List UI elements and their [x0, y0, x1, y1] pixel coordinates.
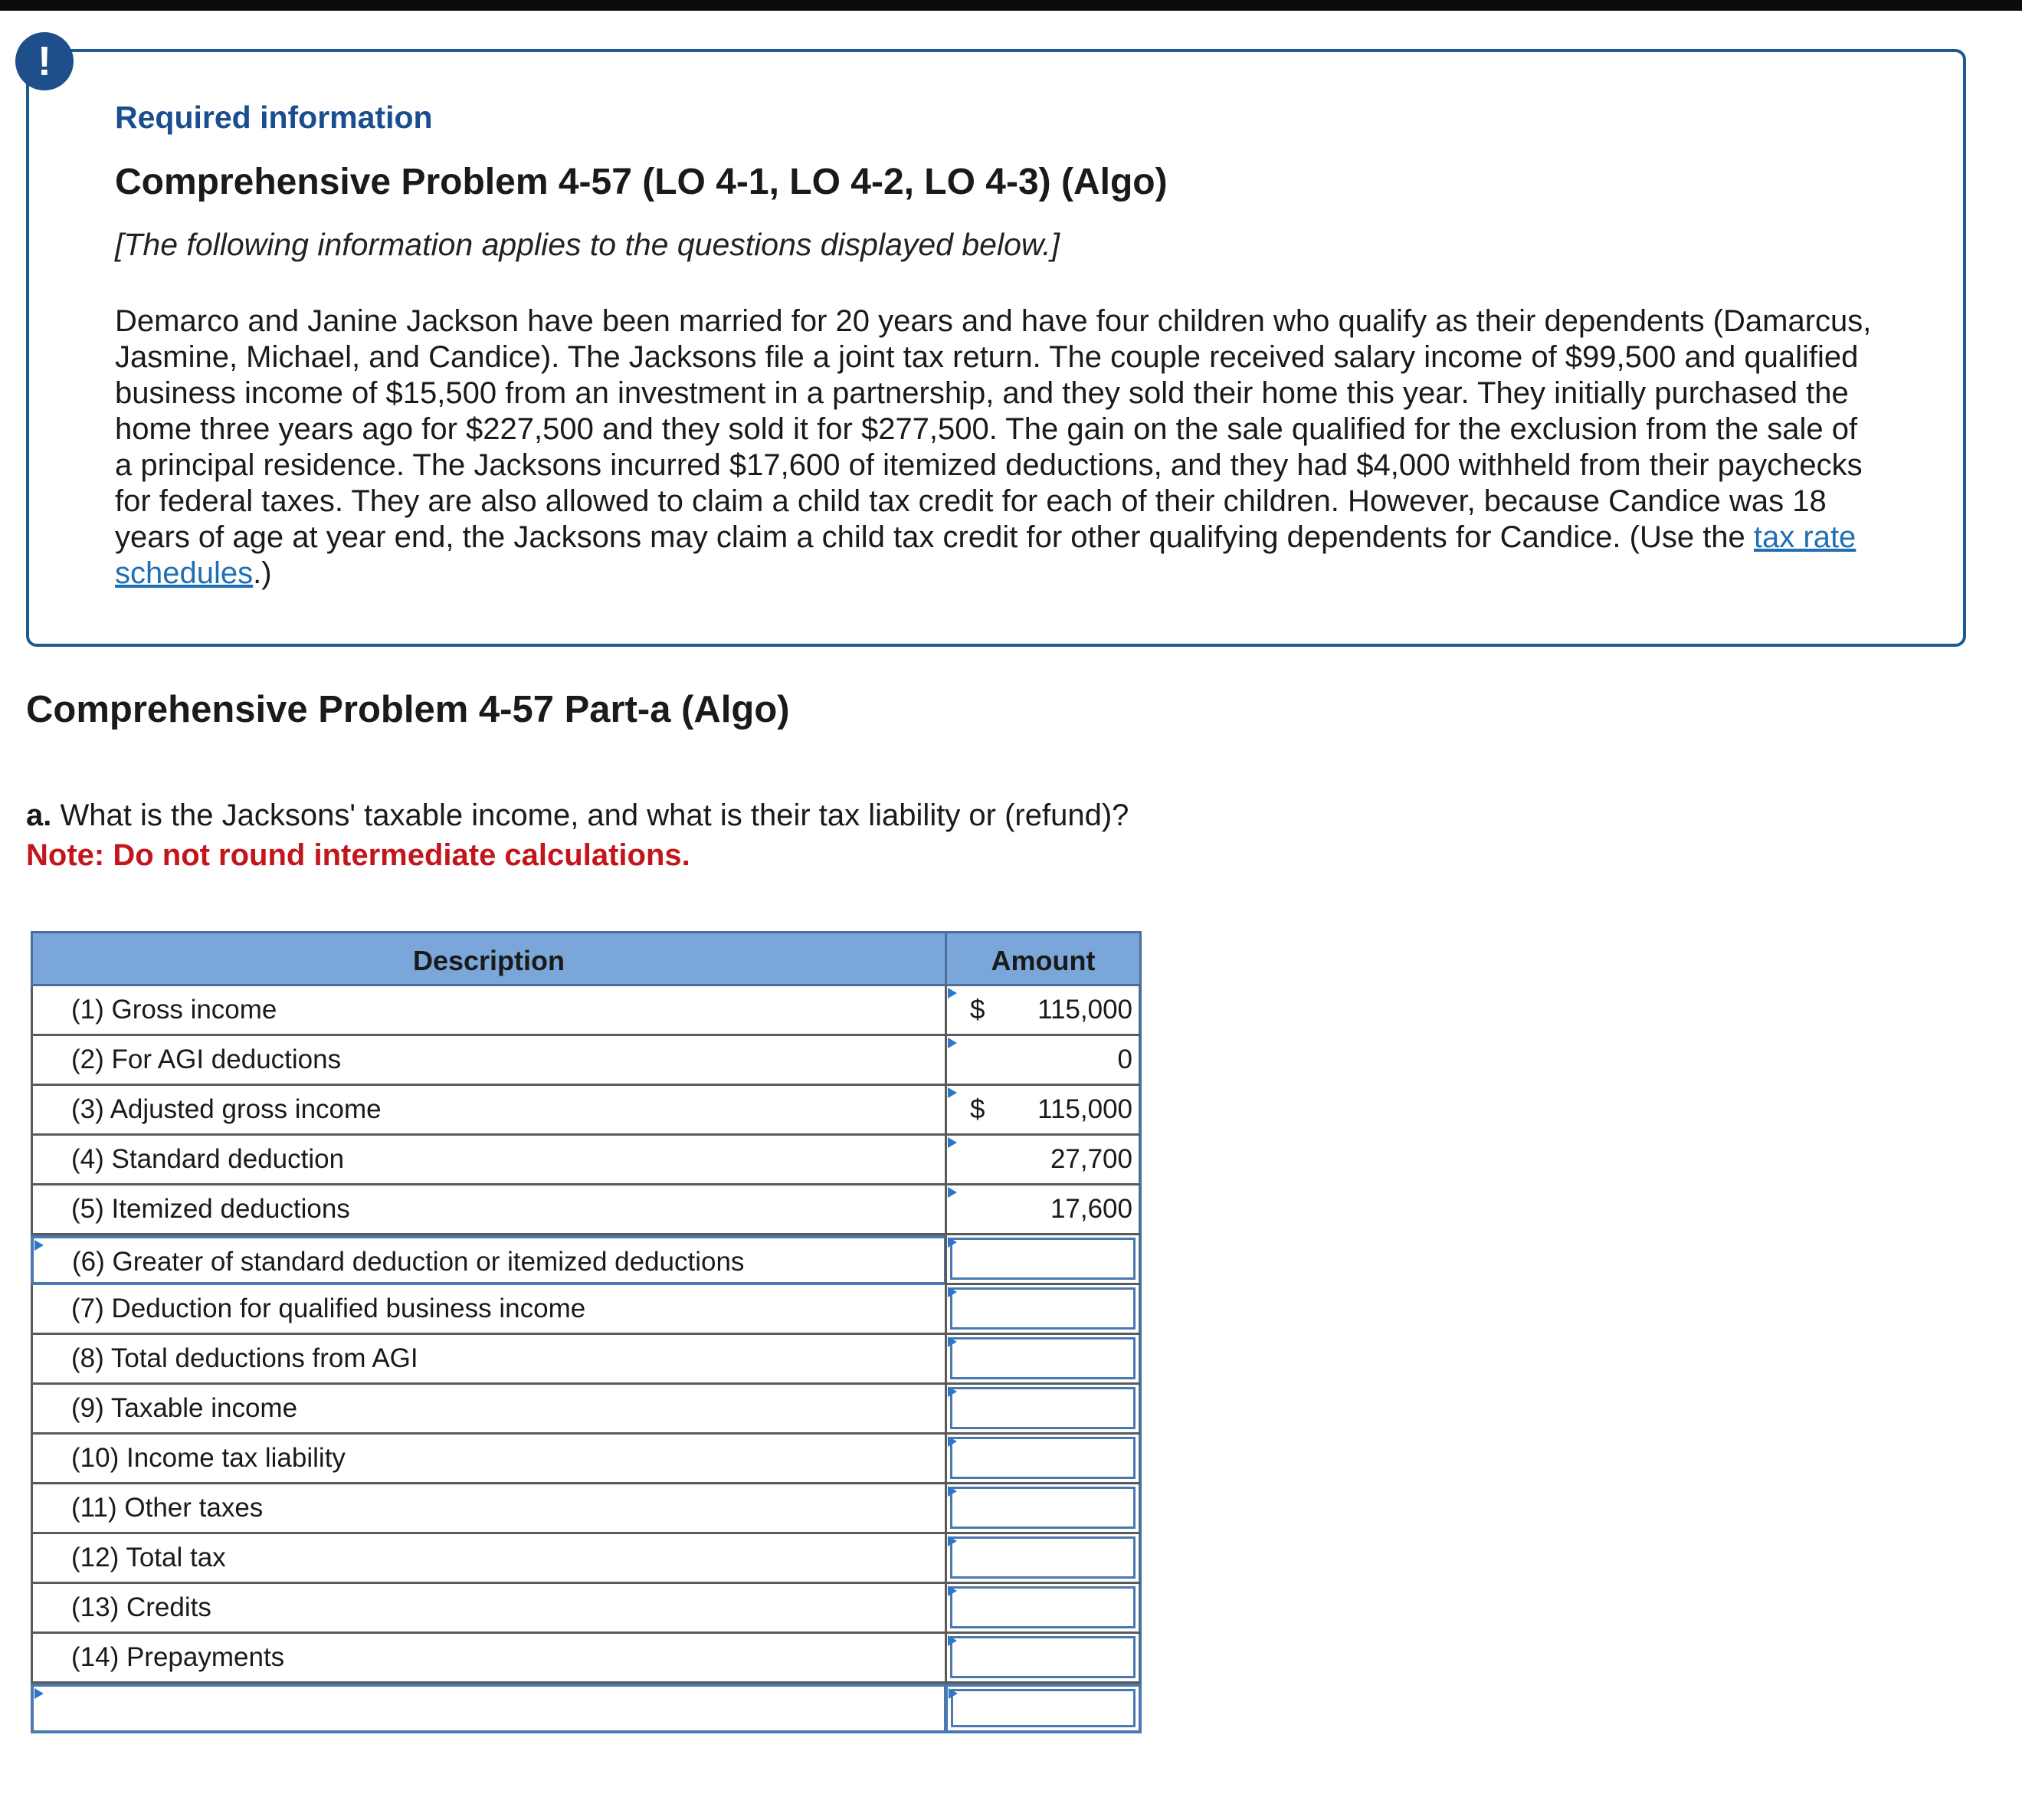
dollar-sign: $ [970, 1094, 985, 1124]
amount-cell[interactable] [945, 1634, 1142, 1684]
amount-cell[interactable] [945, 1136, 1142, 1185]
row-description: (5) Itemized deductions [31, 1185, 947, 1235]
scenario-suffix: .) [253, 556, 272, 590]
amount-cell[interactable] [945, 1385, 1142, 1435]
alert-icon: ! [15, 32, 74, 90]
input-marker-icon [948, 1038, 957, 1048]
input-marker-icon [948, 1536, 957, 1546]
rounding-note: Note: Do not round intermediate calculations. [26, 838, 690, 872]
amount-input[interactable] [950, 1287, 1136, 1330]
row-description: (7) Deduction for qualified business income [31, 1285, 947, 1335]
amount-cell[interactable] [945, 1185, 1142, 1235]
table-row [31, 986, 1142, 1036]
row-description: (4) Standard deduction [31, 1136, 947, 1185]
amount-value: 0 [1117, 1044, 1132, 1074]
table-row [31, 1634, 1142, 1684]
amount-cell[interactable] [945, 1435, 1142, 1484]
question [26, 799, 1129, 833]
input-marker-icon [948, 1486, 957, 1497]
row-description: (12) Total tax [31, 1534, 947, 1584]
header-description: Description [31, 931, 947, 986]
input-marker-icon [948, 1336, 957, 1347]
input-marker-icon [948, 1237, 957, 1248]
row-description: (8) Total deductions from AGI [31, 1335, 947, 1385]
table-row [31, 1584, 1142, 1634]
table-row [31, 1534, 1142, 1584]
row-description: (2) For AGI deductions [31, 1036, 947, 1086]
table-row [31, 1136, 1142, 1185]
amount-cell[interactable] [945, 986, 1142, 1036]
amount-cell[interactable] [945, 1684, 1142, 1733]
table-row [31, 1036, 1142, 1086]
amount-input[interactable] [950, 1586, 1136, 1628]
problem-title: Comprehensive Problem 4-57 (LO 4-1, LO 4-2, LO 4-3) (Algo) [115, 162, 1168, 202]
amount-input[interactable] [950, 1536, 1136, 1579]
row-description: (13) Credits [31, 1584, 947, 1634]
amount-cell[interactable] [945, 1335, 1142, 1385]
table-row [31, 1684, 1142, 1733]
tax-rate-schedules-link[interactable]: tax rate schedules [115, 520, 1857, 590]
input-marker-icon [948, 1137, 957, 1148]
top-bar [0, 0, 2022, 11]
amount-cell[interactable] [945, 1484, 1142, 1534]
row-description: (9) Taxable income [31, 1385, 947, 1435]
table-row [31, 1435, 1142, 1484]
table-row [31, 1285, 1142, 1335]
required-info-title: Required information [115, 100, 433, 135]
table-row [31, 1385, 1142, 1435]
table-row [31, 1484, 1142, 1534]
header-amount: Amount [945, 931, 1142, 986]
description-input[interactable] [31, 1684, 947, 1733]
amount-cell[interactable] [945, 1285, 1142, 1335]
question-text: What is the Jacksons' taxable income, and what is their tax liability or (refund)? [51, 799, 1129, 832]
row-description[interactable]: (6) Greater of standard deduction or itemized deductions [31, 1235, 947, 1285]
row-description: (1) Gross income [31, 986, 947, 1036]
amount-input[interactable] [950, 1387, 1136, 1429]
input-marker-icon [34, 1240, 44, 1251]
table-row [31, 1335, 1142, 1385]
row-description: (3) Adjusted gross income [31, 1086, 947, 1136]
amount-input[interactable] [950, 1238, 1136, 1280]
amount-cell[interactable] [945, 1235, 1142, 1285]
input-marker-icon [948, 1436, 957, 1447]
amount-cell[interactable] [945, 1036, 1142, 1086]
input-marker-icon [34, 1688, 44, 1699]
input-marker-icon [948, 988, 957, 999]
dollar-sign: $ [970, 995, 985, 1025]
table-row [31, 1185, 1142, 1235]
answer-table [31, 931, 1142, 1733]
input-marker-icon [948, 1386, 957, 1397]
amount-value: 17,600 [1050, 1194, 1132, 1224]
intro-note: [The following information applies to the questions displayed below.] [115, 227, 1060, 262]
table-row [31, 1086, 1142, 1136]
amount-input[interactable] [950, 1337, 1136, 1379]
row-description: (14) Prepayments [31, 1634, 947, 1684]
amount-value: 115,000 [1037, 1094, 1132, 1124]
input-marker-icon [948, 1087, 957, 1098]
input-marker-icon [948, 1586, 957, 1596]
amount-value: 115,000 [1037, 995, 1132, 1025]
amount-cell[interactable] [945, 1534, 1142, 1584]
input-marker-icon [949, 1688, 958, 1699]
amount-input[interactable] [950, 1487, 1136, 1529]
input-marker-icon [948, 1635, 957, 1646]
amount-input[interactable] [950, 1437, 1136, 1479]
amount-cell[interactable] [945, 1086, 1142, 1136]
input-marker-icon [948, 1187, 957, 1198]
amount-input[interactable] [950, 1636, 1136, 1678]
question-label: a. [26, 799, 52, 832]
table-row [31, 1235, 1142, 1285]
scenario-paragraph [115, 303, 1877, 592]
amount-cell[interactable] [945, 1584, 1142, 1634]
scenario-text: Demarco and Janine Jackson have been married for 20 years and have four children who qualify as their dependents (Damarcus, Jasmine, Michael, and Candice). The Jacksons file a joint tax return. The couple received salary income of $99,500 and qualified business income of $15,500 from an investment in a partnership, and they sold their home this year. They initially purchased the home three years ago for $227,500 and they sold it for $277,500. The gain on the sale qualified for the exclusion from the sale of a principal residence. The Jacksons incurred $17,600 of itemized deductions, and they had $4,000 withheld from their paychecks for federal taxes. They are also allowed to claim a child tax credit for each of their children. However, because Candice was 18 years of age at year end, the Jacksons may claim a child tax credit for other qualifying dependents for Candice. (Use the [115, 304, 1872, 554]
amount-value: 27,700 [1050, 1144, 1132, 1174]
row-description: (10) Income tax liability [31, 1435, 947, 1484]
row-description: (11) Other taxes [31, 1484, 947, 1534]
part-heading: Comprehensive Problem 4-57 Part-a (Algo) [26, 689, 790, 730]
input-marker-icon [948, 1287, 957, 1297]
amount-input[interactable] [951, 1689, 1136, 1727]
